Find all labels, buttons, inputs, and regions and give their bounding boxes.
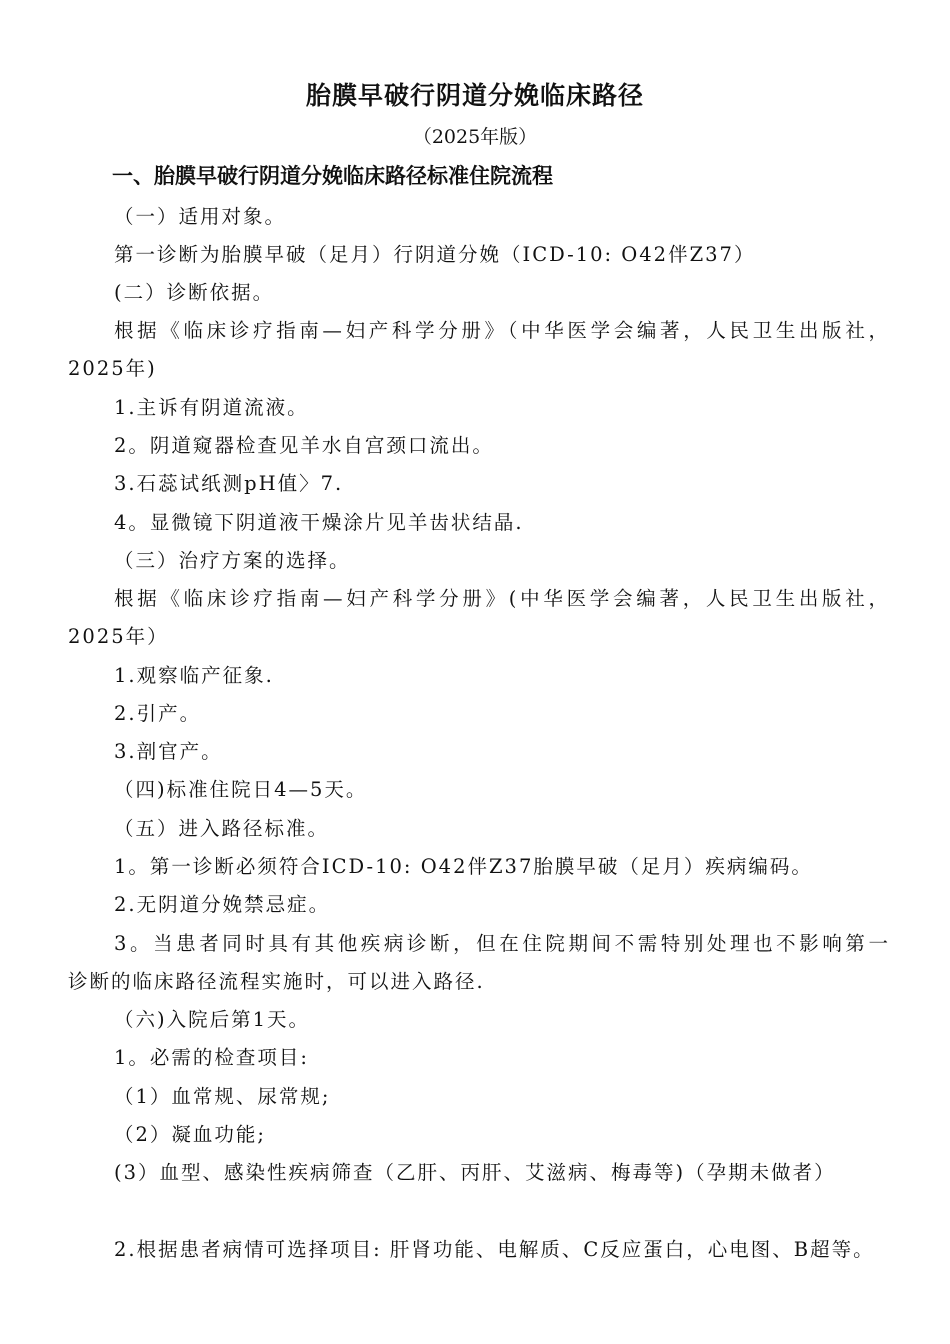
- list-item: 2。阴道窥器检查见羊水自宫颈口流出。: [114, 434, 494, 457]
- list-item: 3。当患者同时具有其他疾病诊断，但在住院期间不需特别处理也不影响第一: [114, 932, 890, 955]
- list-item: 3.剖官产。: [114, 740, 223, 763]
- subsection-title: （六)入院后第1天。: [114, 1008, 311, 1031]
- subsection-title: （三）治疗方案的选择。: [114, 549, 351, 572]
- list-item: 1.观察临产征象.: [114, 664, 274, 687]
- subsection-title: (二）诊断依据。: [114, 281, 275, 304]
- paragraph-line: 第一诊断为胎膜早破（足月）行阴道分娩（ICD-10: O42伴Z37）: [114, 243, 756, 266]
- subsection-title: （五）进入路径标准。: [114, 817, 330, 840]
- list-item: 2.根据患者病情可选择项目: 肝肾功能、电解质、C反应蛋白，心电图、B超等。: [114, 1238, 875, 1261]
- list-item: 1。必需的检查项目:: [114, 1046, 309, 1069]
- list-item: 3.石蕊试纸测pH值〉7.: [114, 472, 344, 495]
- edition-label: （2025年版）: [412, 126, 538, 148]
- list-item: 1.主诉有阴道流液。: [114, 396, 309, 419]
- list-item: （2）凝血功能;: [114, 1123, 266, 1146]
- paragraph-line: 根据《临床诊疗指南—妇产科学分册》(中华医学会编著，人民卫生出版社，: [114, 587, 890, 610]
- paragraph-line: 2025年): [68, 357, 157, 380]
- list-item: 4。显微镜下阴道液干燥涂片见羊齿状结晶.: [114, 511, 524, 534]
- paragraph-line: 根据《临床诊疗指南—妇产科学分册》（中华医学会编著，人民卫生出版社，: [114, 319, 890, 342]
- subsection-title: （一）适用对象。: [114, 205, 287, 228]
- document-title: 胎膜早破行阴道分娩临床路径: [305, 81, 644, 110]
- list-item: （1）血常规、尿常规;: [114, 1085, 331, 1108]
- list-item: 2.引产。: [114, 702, 202, 725]
- section-heading: 一、胎膜早破行阴道分娩临床路径标准住院流程: [112, 164, 553, 188]
- list-item: (3）血型、感染性疾病筛查（乙肝、丙肝、艾滋病、梅毒等)（孕期未做者）: [114, 1161, 836, 1184]
- paragraph-line: 2025年）: [68, 625, 169, 648]
- list-item: 2.无阴道分娩禁忌症。: [114, 893, 331, 916]
- paragraph-line: 诊断的临床路径流程实施时，可以进入路径.: [68, 970, 485, 993]
- list-item: 1。第一诊断必须符合ICD-10: O42伴Z37胎膜早破（足月）疾病编码。: [114, 855, 813, 878]
- subsection-title: （四)标准住院日4—5天。: [114, 778, 368, 801]
